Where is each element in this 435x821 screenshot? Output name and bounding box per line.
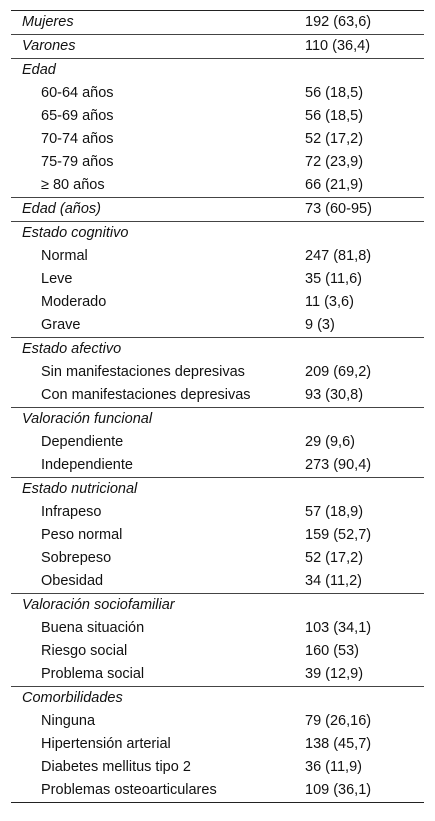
row-label: Con manifestaciones depresivas bbox=[41, 387, 251, 403]
table-row bbox=[11, 128, 424, 151]
row-value: 103 (34,1) bbox=[305, 620, 372, 636]
table-row bbox=[11, 779, 424, 802]
demographics-table bbox=[11, 10, 424, 803]
row-label: Edad bbox=[22, 62, 56, 78]
row-label: Estado nutricional bbox=[22, 481, 138, 497]
table-row bbox=[11, 245, 424, 268]
row-value: 11 (3,6) bbox=[305, 294, 354, 310]
table-section-row bbox=[11, 197, 424, 221]
table-section-row bbox=[11, 337, 424, 361]
row-value: 56 (18,5) bbox=[305, 85, 364, 101]
row-value: 9 (3) bbox=[305, 317, 335, 333]
row-value: 209 (69,2) bbox=[305, 364, 372, 380]
row-value: 110 (36,4) bbox=[305, 38, 371, 54]
row-value: 192 (63,6) bbox=[305, 14, 372, 30]
row-label: 75-79 años bbox=[41, 154, 114, 170]
row-value: 72 (23,9) bbox=[305, 154, 364, 170]
table-row bbox=[11, 105, 424, 128]
table-row bbox=[11, 82, 424, 105]
table-section-row bbox=[11, 11, 424, 34]
row-label: Problema social bbox=[41, 666, 145, 682]
row-value: 52 (17,2) bbox=[305, 550, 364, 566]
table-section-row bbox=[11, 477, 424, 501]
row-label: Obesidad bbox=[41, 573, 104, 589]
row-label: Varones bbox=[22, 38, 76, 54]
row-label: Dependiente bbox=[41, 434, 124, 450]
table-row bbox=[11, 291, 424, 314]
row-value: 57 (18,9) bbox=[305, 504, 364, 520]
row-label: Hipertensión arterial bbox=[41, 736, 171, 752]
table-row bbox=[11, 733, 424, 756]
table-section-row bbox=[11, 686, 424, 710]
row-value: 273 (90,4) bbox=[305, 457, 372, 473]
row-value: 73 (60-95) bbox=[305, 201, 372, 217]
row-label: 65-69 años bbox=[41, 108, 114, 124]
row-label: Diabetes mellitus tipo 2 bbox=[41, 759, 191, 775]
row-label: Moderado bbox=[41, 294, 107, 310]
row-label: 60-64 años bbox=[41, 85, 114, 101]
table-section-row bbox=[11, 34, 424, 58]
table-section-row bbox=[11, 407, 424, 431]
row-label: Buena situación bbox=[41, 620, 145, 636]
row-value: 66 (21,9) bbox=[305, 177, 364, 193]
row-label: Problemas osteoarticulares bbox=[41, 782, 217, 798]
row-value: 36 (11,9) bbox=[305, 759, 362, 775]
row-value: 52 (17,2) bbox=[305, 131, 364, 147]
table-section-row bbox=[11, 221, 424, 245]
table-row bbox=[11, 570, 424, 593]
table-row bbox=[11, 431, 424, 454]
row-label: Normal bbox=[41, 248, 88, 264]
row-value: 29 (9,6) bbox=[305, 434, 355, 450]
row-label: Peso normal bbox=[41, 527, 123, 543]
table-row bbox=[11, 617, 424, 640]
table-section-row bbox=[11, 593, 424, 617]
table-row bbox=[11, 268, 424, 291]
table-row bbox=[11, 151, 424, 174]
table-row bbox=[11, 314, 424, 337]
row-value: 109 (36,1) bbox=[305, 782, 372, 798]
row-value: 138 (45,7) bbox=[305, 736, 372, 752]
row-label: Riesgo social bbox=[41, 643, 128, 659]
table-row bbox=[11, 524, 424, 547]
row-label: Sobrepeso bbox=[41, 550, 112, 566]
row-value: 159 (52,7) bbox=[305, 527, 372, 543]
row-label: Infrapeso bbox=[41, 504, 102, 520]
table-row bbox=[11, 384, 424, 407]
row-value: 79 (26,16) bbox=[305, 713, 372, 729]
row-value: 56 (18,5) bbox=[305, 108, 364, 124]
table-row bbox=[11, 756, 424, 779]
row-value: 247 (81,8) bbox=[305, 248, 372, 264]
row-value: 35 (11,6) bbox=[305, 271, 362, 287]
table-row bbox=[11, 174, 424, 197]
row-label: Grave bbox=[41, 317, 81, 333]
table-row bbox=[11, 361, 424, 384]
row-value: 39 (12,9) bbox=[305, 666, 364, 682]
row-label: 70-74 años bbox=[41, 131, 114, 147]
table-row bbox=[11, 501, 424, 524]
row-label: Edad (años) bbox=[22, 201, 101, 217]
table-row bbox=[11, 640, 424, 663]
table-row bbox=[11, 454, 424, 477]
row-label: Comorbilidades bbox=[22, 690, 123, 706]
row-label: ≥ 80 años bbox=[41, 177, 105, 193]
row-value: 93 (30,8) bbox=[305, 387, 364, 403]
table-section-row bbox=[11, 58, 424, 82]
row-label: Ninguna bbox=[41, 713, 96, 729]
row-label: Sin manifestaciones depresivas bbox=[41, 364, 245, 380]
row-label: Mujeres bbox=[22, 14, 74, 30]
row-label: Independiente bbox=[41, 457, 133, 473]
table-row bbox=[11, 663, 424, 686]
row-label: Valoración sociofamiliar bbox=[22, 597, 175, 613]
row-value: 160 (53) bbox=[305, 643, 360, 659]
row-label: Estado cognitivo bbox=[22, 225, 129, 241]
table-row bbox=[11, 710, 424, 733]
row-value: 34 (11,2) bbox=[305, 573, 362, 589]
row-label: Estado afectivo bbox=[22, 341, 122, 357]
row-label: Leve bbox=[41, 271, 73, 287]
table-row bbox=[11, 547, 424, 570]
row-label: Valoración funcional bbox=[22, 411, 153, 427]
